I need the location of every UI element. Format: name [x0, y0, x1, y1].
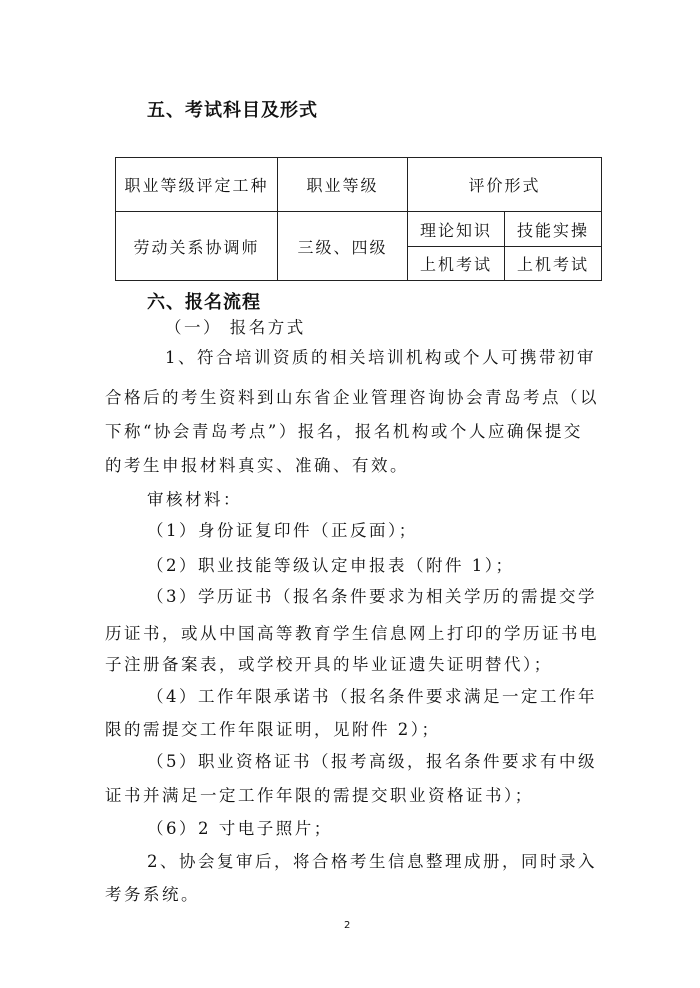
table-row [116, 212, 602, 247]
cell-skill: 技能实操 [505, 212, 602, 247]
paragraph-line: 2、协会复审后，将合格考生信息整理成册，同时录入 [147, 852, 597, 871]
subsection-heading: （一） 报名方式 [165, 318, 306, 337]
section5-heading: 五、考试科目及形式 [147, 100, 318, 121]
paragraph-line: 合格后的考生资料到山东省企业管理咨询协会青岛考点（以 [105, 388, 599, 407]
header-job-type: 职业等级评定工种 [116, 158, 278, 212]
list-item-continued: 子注册备案表，或学校开具的毕业证遗失证明替代）； [105, 655, 553, 674]
list-item-continued: 证书并满足一定工作年限的需提交职业资格证书）； [105, 786, 534, 805]
list-item: （1）身份证复印件（正反面）； [147, 521, 418, 540]
paragraph-line: 考务系统。 [105, 885, 200, 904]
cell-job: 劳动关系协调师 [116, 212, 278, 281]
list-item-continued: 历证书，或从中国高等教育学生信息网上打印的学历证书电 [105, 624, 599, 643]
cell-skill-form: 上机考试 [505, 247, 602, 281]
paragraph-line: 1、符合培训资质的相关培训机构或个人可携带初审 [165, 348, 596, 367]
exam-subjects-table [115, 157, 602, 281]
list-item: （3）学历证书（报名条件要求为相关学历的需提交学 [147, 587, 597, 606]
header-eval-form: 评价形式 [408, 158, 602, 212]
list-item: （4）工作年限承诺书（报名条件要求满足一定工作年 [147, 687, 597, 706]
list-item: （5）职业资格证书（报考高级，报名条件要求有中级 [147, 752, 597, 771]
cell-level: 三级、四级 [278, 212, 408, 281]
list-item-continued: 限的需提交工作年限证明，见附件 2）； [105, 720, 441, 739]
paragraph-line: 下称“协会青岛考点”）报名，报名机构或个人应确保提交 [105, 422, 583, 441]
list-item: （6）2 寸电子照片； [147, 819, 333, 838]
review-materials-title: 审核材料： [147, 490, 242, 509]
header-level: 职业等级 [278, 158, 408, 212]
section6-heading: 六、报名流程 [147, 292, 261, 313]
cell-theory: 理论知识 [408, 212, 505, 247]
paragraph-line: 的考生申报材料真实、准确、有效。 [105, 456, 409, 475]
table-header-row [116, 158, 602, 212]
list-item: （2）职业技能等级认定申报表（附件 1）； [147, 556, 515, 575]
cell-theory-form: 上机考试 [408, 247, 505, 281]
page-number: 2 [344, 920, 351, 931]
